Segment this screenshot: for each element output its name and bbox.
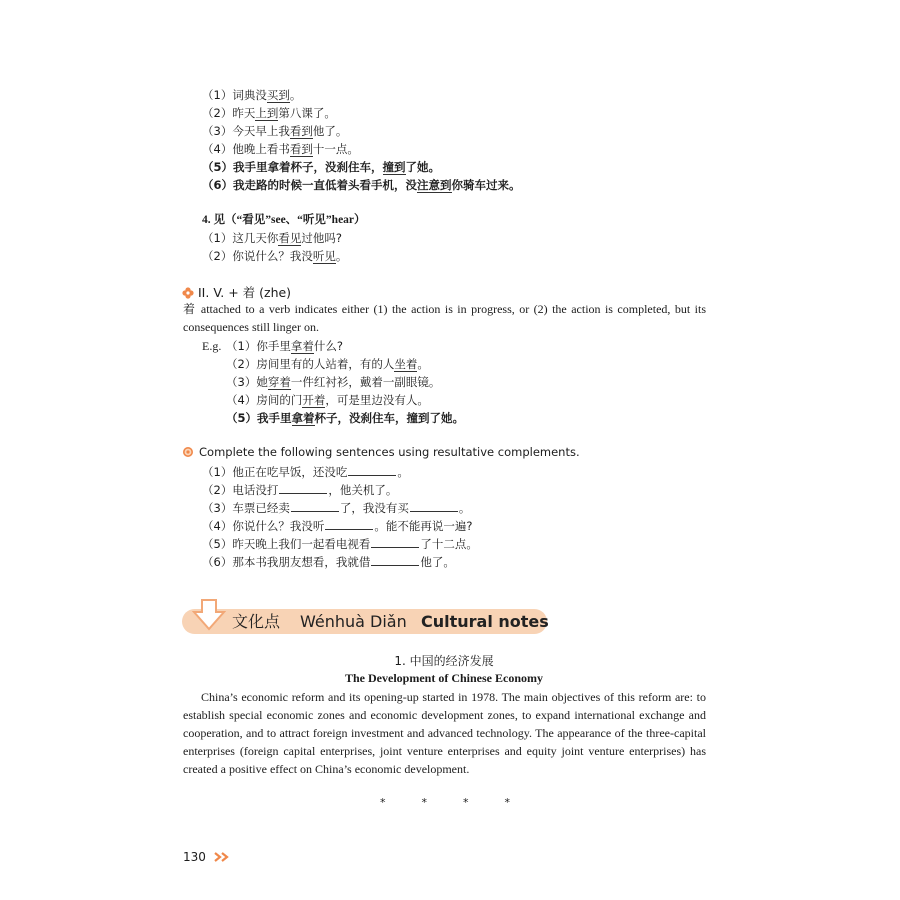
list-item: （3）车票已经卖 了，我没有买 。: [202, 501, 471, 515]
list-item: （4）他晚上看书看到十一点。: [202, 142, 359, 156]
divider-star: *: [504, 796, 510, 809]
list-item: （2）房间里有的人站着，有的人坐着。: [226, 357, 429, 371]
list-item: （1）你手里拿着什么?: [226, 339, 343, 353]
gear-icon: [182, 446, 194, 458]
list-item: （3）今天早上我看到他了。: [202, 124, 348, 138]
section-4-heading: 4. 见（“看见”see、“听见”hear）: [202, 214, 366, 226]
list-item: （5）我手里拿着杯子，没刹住车，撞到了她。: [226, 411, 465, 425]
banner-title-en: Cultural notes: [421, 612, 549, 631]
answer-blank[interactable]: [348, 463, 396, 476]
list-item: （2）昨天上到第八课了。: [202, 106, 336, 120]
flower-icon: [182, 287, 194, 299]
list-item: （3）她穿着一件红衬衫，戴着一副眼镜。: [226, 375, 441, 389]
answer-blank[interactable]: [291, 499, 339, 512]
eg-label: E.g.: [202, 339, 222, 353]
list-item: （1）这几天你看见过他吗?: [202, 231, 342, 245]
note-title-en: The Development of Chinese Economy: [345, 671, 543, 685]
divider-star: *: [380, 796, 386, 809]
arrow-down-icon: [192, 598, 226, 636]
exercise-instruction: Complete the following sentences using resultative complements.: [199, 445, 580, 459]
note-body: China’s economic reform and its opening-up started in 1978. The main objectives of this reform are: to establish special economic zones and economic development zones, to expand international exchange and cooperation, and to attract foreign investment and advanced technology. The appearance of the three-capital enterprises (foreign capital enterprises, joint venture enterprises and equity joint venture enterprises) has created a positive effect on China’s economic development.: [183, 690, 706, 776]
note-title-zh: 1. 中国的经济发展: [394, 654, 494, 668]
divider-star: *: [421, 796, 427, 809]
list-item: （4）房间的门开着，可是里边没有人。: [226, 393, 429, 407]
list-item: （2）电话没打 ，他关机了。: [202, 483, 398, 497]
page-number: 130: [183, 850, 232, 865]
list-item: （1）词典没买到。: [202, 88, 302, 102]
answer-blank[interactable]: [371, 535, 419, 548]
grammar-ii-heading: II. V. + 着 (zhe): [198, 285, 292, 300]
section-divider: [380, 796, 510, 809]
list-item: （4）你说什么？我没听 。能不能再说一遍?: [202, 519, 473, 533]
grammar-ii-explanation: 着 attached to a verb indicates either (1) the action is in progress, or (2) the action is completed, but its consequences still linger on.: [183, 302, 706, 334]
answer-blank[interactable]: [325, 517, 373, 530]
list-item: （5）我手里拿着杯子，没刹住车，撞到了她。: [202, 160, 441, 174]
banner-title-zh: 文化点: [232, 612, 281, 631]
list-item: （2）你说什么？我没听见。: [202, 249, 348, 263]
banner-title-pinyin: Wénhuà Diǎn: [300, 612, 407, 631]
divider-star: *: [463, 796, 469, 809]
answer-blank[interactable]: [279, 481, 327, 494]
double-chevron-right-icon: [214, 851, 232, 865]
list-item: （5）昨天晚上我们一起看电视看 了十二点。: [202, 537, 478, 551]
answer-blank[interactable]: [371, 553, 419, 566]
list-item: （1）他正在吃早饭，还没吃 。: [202, 465, 409, 479]
list-item: （6）我走路的时候一直低着头看手机，没注意到你骑车过来。: [202, 178, 521, 192]
list-item: （6）那本书我朋友想看，我就借 他了。: [202, 555, 455, 569]
answer-blank[interactable]: [410, 499, 458, 512]
